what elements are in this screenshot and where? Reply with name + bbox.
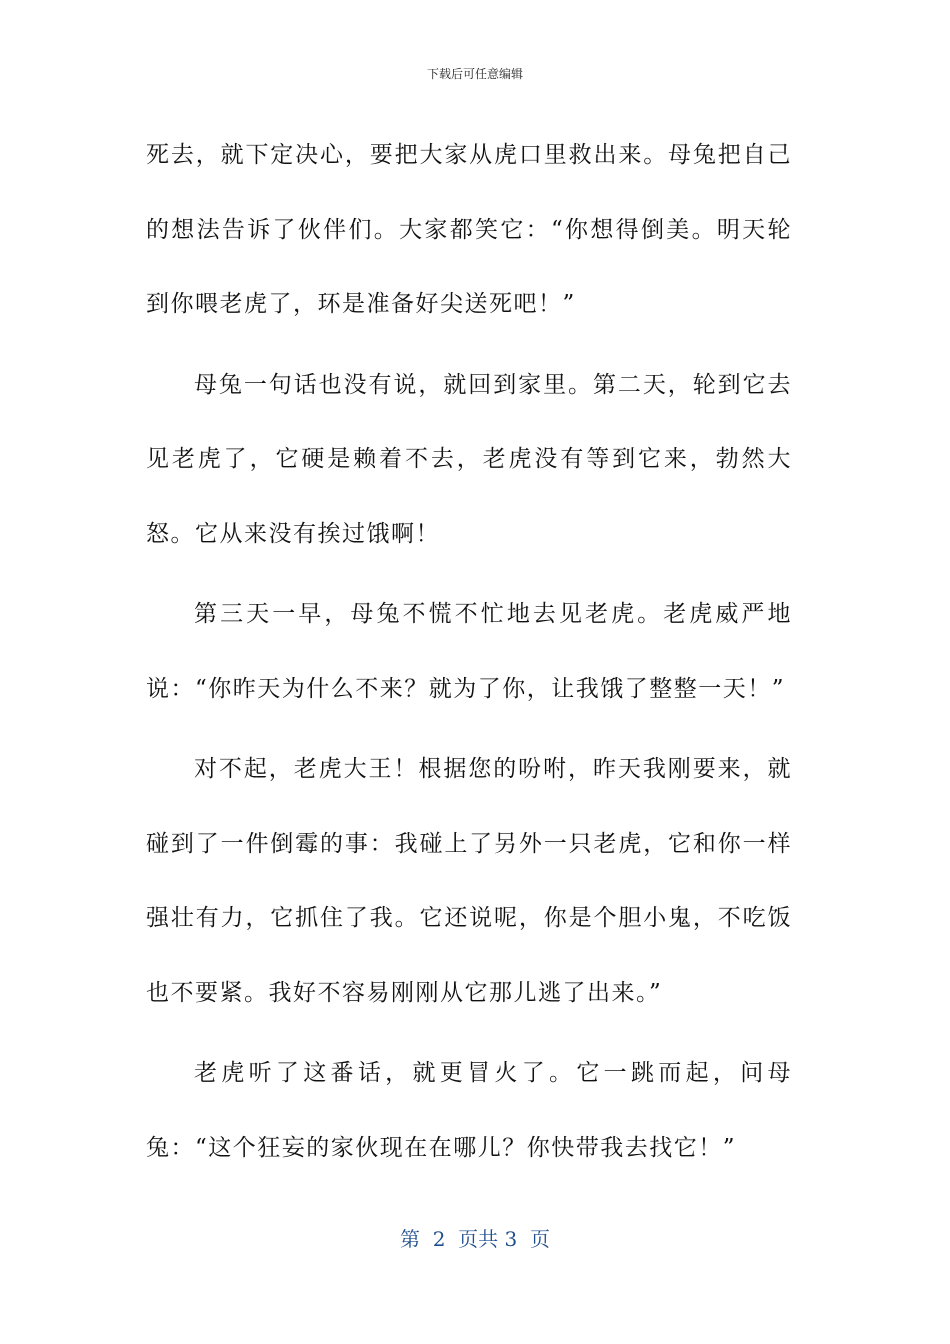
page-number: 第 2 页共 3 页 bbox=[400, 1227, 550, 1251]
document-body bbox=[146, 118, 792, 1191]
paragraph-3: 第三天一早，母兔不慌不忙地去见老虎。老虎威严地说：“你昨天为什么不来？就为了你，让我饿了整整一天！” bbox=[146, 601, 792, 702]
paragraph-1: 死去，就下定决心，要把大家从虎口里救出来。母兔把自己的想法告诉了伙伴们。大家都笑它：“你想得倒美。明天轮到你喂老虎了，环是准备好尖送死吧！” bbox=[146, 142, 792, 317]
page-header-note: 下载后可任意编辑 bbox=[426, 67, 523, 81]
paragraph-4: 对不起，老虎大王！根据您的吩咐，昨天我刚要来，就碰到了一件倒霉的事：我碰上了另外一只老虎，它和你一样强壮有力，它抓住了我。它还说呢，你是个胆小鬼，不吃饭也不要紧。我好不容易刚刚从它那儿逃了出来。” bbox=[146, 756, 792, 1006]
paragraph-2: 母兔一句话也没有说，就回到家里。第二天，轮到它去见老虎了，它硬是赖着不去，老虎没有等到它来，勃然大怒。它从来没有挨过饿啊！ bbox=[146, 371, 792, 547]
paragraph-5: 老虎听了这番话，就更冒火了。它一跳而起，问母兔：“这个狂妄的家伙现在在哪儿？你快带我去找它！” bbox=[146, 1060, 792, 1161]
